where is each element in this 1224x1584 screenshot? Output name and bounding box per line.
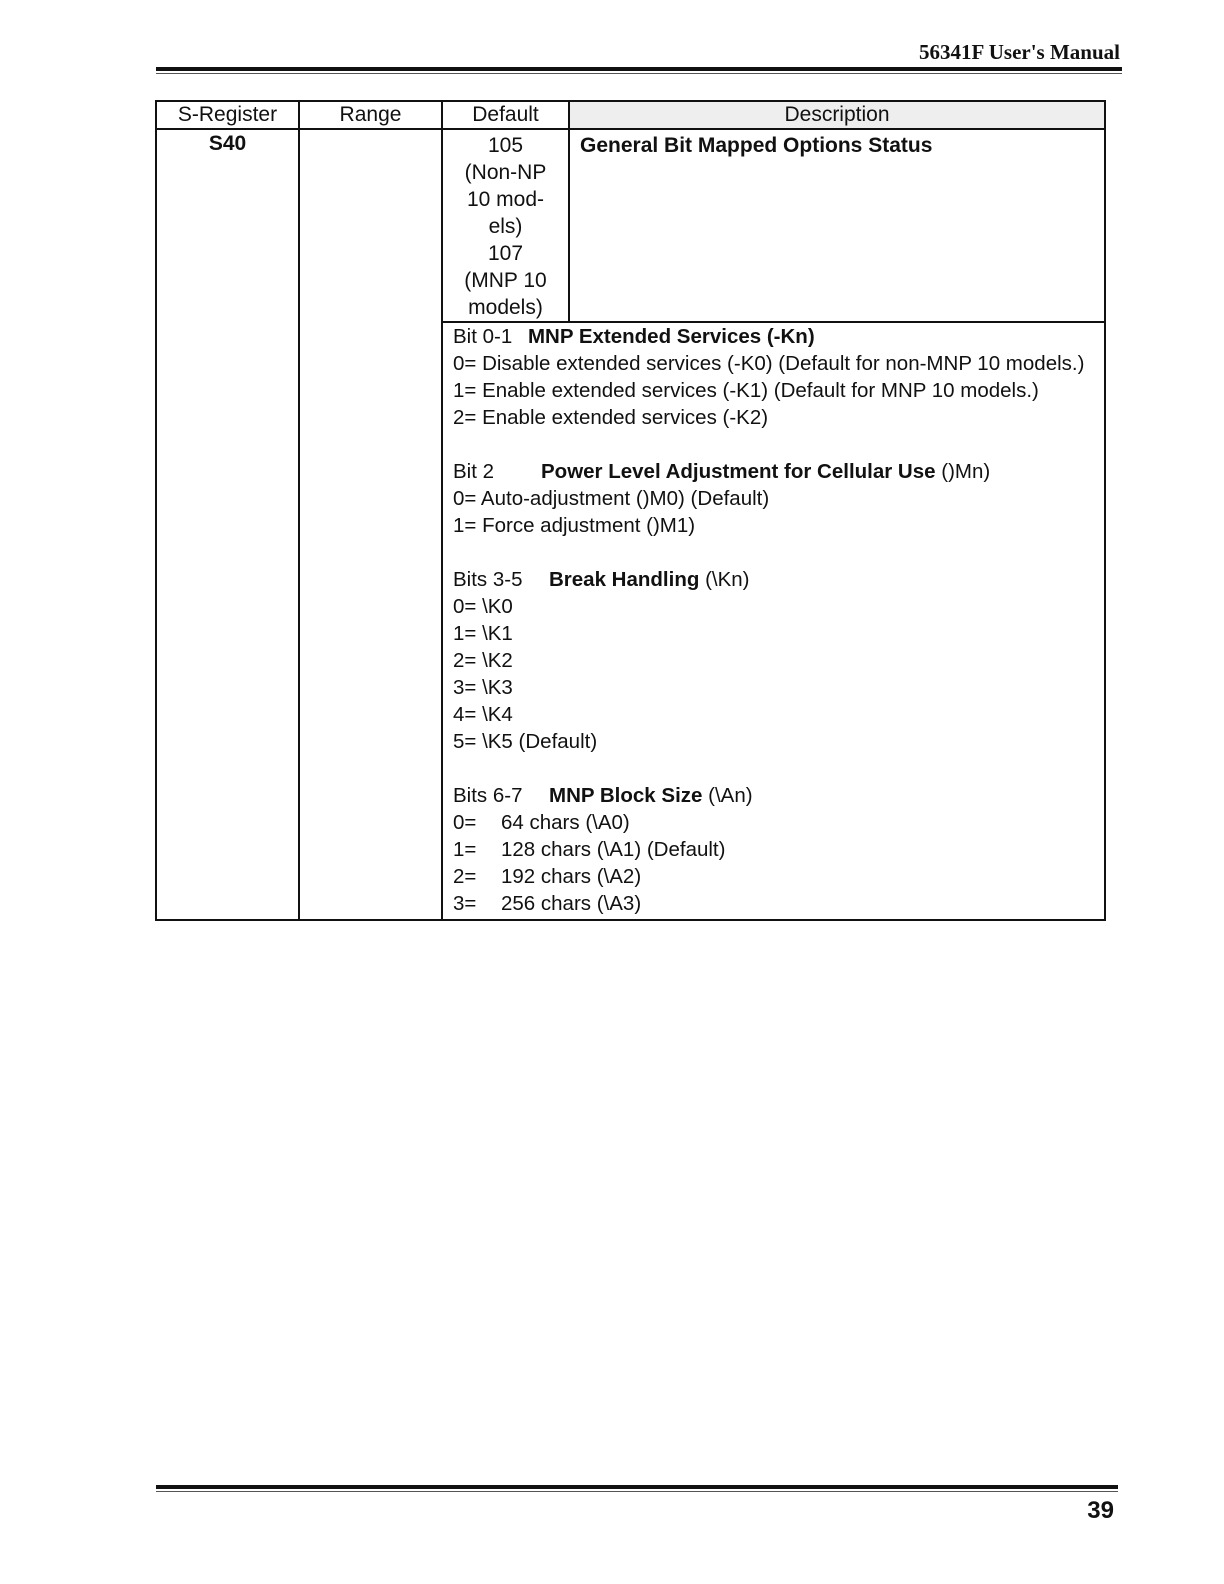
bit-name: MNP Extended Services (-Kn) xyxy=(527,325,815,348)
bit-heading xyxy=(453,323,1096,350)
footer-rule-thin xyxy=(156,1491,1118,1492)
bit-number: Bits 6-7 xyxy=(453,784,523,807)
bit-number: Bits 3-5 xyxy=(453,568,523,591)
bit-option: 5= \K5 (Default) xyxy=(453,730,598,753)
bit-name: Break Handling xyxy=(549,568,700,591)
bit-option: 2= Enable extended services (-K2) xyxy=(453,406,769,429)
s-register-table xyxy=(155,100,1106,921)
bit-name: Power Level Adjustment for Cellular Use xyxy=(541,460,936,483)
description-title: General Bit Mapped Options Status xyxy=(569,129,1105,322)
table-header-row xyxy=(156,101,1105,129)
header-rule-thin xyxy=(156,73,1122,74)
default-line: els) xyxy=(488,215,523,238)
bit-option: 1= 128 chars (\A1) (Default) xyxy=(453,838,726,861)
bit-option: 0= Disable extended services (-K0) (Default for non-MNP 10 models.) xyxy=(453,352,1085,375)
bit-option: 3= \K3 xyxy=(453,676,513,699)
bit-option: 1= Enable extended services (-K1) (Default for MNP 10 models.) xyxy=(453,379,1039,402)
default-line: (Non-NP xyxy=(464,161,547,184)
default-line: models) xyxy=(468,296,543,319)
bit-command: (\Kn) xyxy=(699,568,750,591)
bit-heading xyxy=(453,566,1096,593)
bit-option: 1= \K1 xyxy=(453,622,513,645)
running-header: 56341F User's Manual xyxy=(918,40,1120,64)
table-row xyxy=(156,129,1105,322)
bit-command: ()Mn) xyxy=(935,460,991,483)
bit-option: 0= 64 chars (\A0) xyxy=(453,811,630,834)
bit-option: 0= Auto-adjustment ()M0) (Default) xyxy=(453,487,770,510)
default-line: (MNP 10 xyxy=(464,269,547,292)
col-header-register: S-Register xyxy=(156,101,299,129)
bit-command: (\An) xyxy=(702,784,753,807)
page-number: 39 xyxy=(1087,1497,1114,1524)
default-line: 10 mod- xyxy=(466,188,545,211)
bit-heading xyxy=(453,782,1096,809)
default-line: 105 xyxy=(487,134,524,157)
bit-heading xyxy=(453,458,1096,485)
bit-number: Bit 0-1 xyxy=(453,325,513,348)
bit-descriptions xyxy=(442,322,1105,920)
bit-option: 0= \K0 xyxy=(453,595,513,618)
footer-rule xyxy=(156,1485,1118,1489)
bit-option: 1= Force adjustment ()M1) xyxy=(453,514,696,537)
col-header-range: Range xyxy=(299,101,442,129)
bit-name: MNP Block Size xyxy=(549,784,703,807)
bit-option: 2= 192 chars (\A2) xyxy=(453,865,642,888)
col-header-default: Default xyxy=(442,101,569,129)
bit-option: 3= 256 chars (\A3) xyxy=(453,892,642,915)
col-header-description: Description xyxy=(569,101,1105,129)
bit-option: 4= \K4 xyxy=(453,703,513,726)
default-cell xyxy=(442,129,569,322)
bit-option: 2= \K2 xyxy=(453,649,513,672)
bit-number: Bit 2 xyxy=(453,460,495,483)
default-line: 107 xyxy=(487,242,524,265)
header-rule xyxy=(156,67,1122,71)
range-cell xyxy=(299,129,442,920)
register-cell: S40 xyxy=(156,129,299,920)
